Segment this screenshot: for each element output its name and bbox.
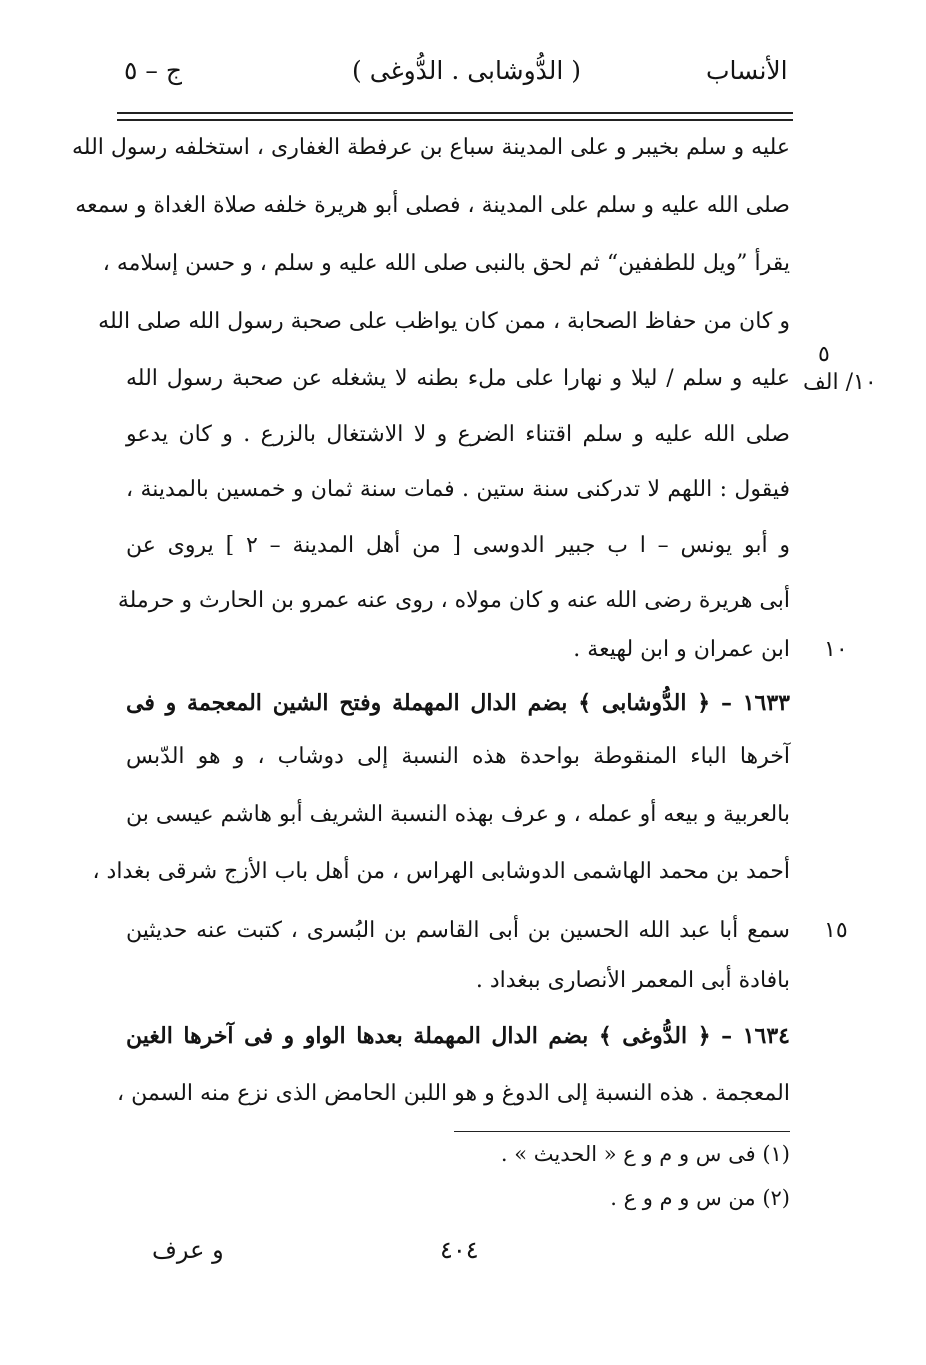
text-line: و أبو يونس – ا ب جبير الدوسى [ من أهل المدينة – ٢ ] يروى عن (126, 533, 790, 558)
margin-folio-reference: ١٠/ الف (803, 370, 877, 395)
text-line: سمع أبا عبد الله الحسين بن أبى القاسم بن البُسرى ، كتبت عنه حديثين (126, 918, 790, 943)
text-line: صلى الله عليه و سلم اقتناء الضرع و لا الاشتغال بالزرع . و كان يدعو (126, 422, 790, 447)
entry-1634-heading: ١٦٣٤ – ﴿ الدُّوغى ﴾ بضم الدال المهملة بعدها الواو و فى آخرها الغين (126, 1023, 790, 1049)
text-line: أبى هريرة رضى الله عنه و كان مولاه ، روى عنه عمرو بن الحارث و حرملة (117, 588, 790, 613)
margin-line-number-15: ١٥ (824, 918, 848, 943)
margin-line-number-10: ١٠ (824, 637, 848, 662)
footnote-rule (454, 1131, 790, 1132)
text-line: يقرأ ”ويل للطففين“ ثم لحق بالنبى صلى الله عليه و سلم ، و حسن إسلامه ، (102, 251, 790, 276)
footnote-1: (١) فى س و م و ع « الحديث » . (500, 1142, 790, 1166)
header-rule-bottom (117, 119, 793, 121)
text-line: بالعربية و بيعه أو عمله ، و عرف بهذه النسبة الشريف أبو هاشم عيسى بن (126, 802, 790, 827)
footnote-2: (٢) من س و م و ع . (610, 1186, 790, 1210)
header-rule-top (117, 112, 793, 114)
running-title: الأنساب (706, 56, 788, 85)
volume-indicator: ج – ٥ (124, 56, 182, 85)
text-line: و كان من حفاظ الصحابة ، ممن كان يواظب على صحبة رسول الله صلى الله (98, 309, 790, 334)
text-line: أحمد بن محمد الهاشمى الدوشابى الهراس ، من أهل باب الأزج شرقى بغداد ، (92, 859, 790, 884)
text-line: ابن عمران و ابن لهيعة . (573, 637, 790, 662)
margin-line-number-5: ٥ (818, 342, 830, 367)
text-line: آخرها الباء المنقوطة بواحدة هذه النسبة إلى دوشاب ، و هو الدّبس (126, 744, 790, 769)
page-number: ٤٠٤ (440, 1236, 479, 1264)
catchword: و عرف (152, 1236, 224, 1264)
text-line: عليه و سلم / ليلا و نهارا على ملء بطنه لا يشغله عن صحبة رسول الله (126, 366, 790, 391)
page-header-entries: ( الدُّوشابى . الدُّوغى ) (352, 56, 582, 85)
entry-1633-heading: ١٦٣٣ – ﴿ الدُّوشابى ﴾ بضم الدال المهملة وفتح الشين المعجمة و فى (126, 690, 790, 716)
text-line: فيقول : اللهم لا تدركنى سنة ستين . فمات سنة ثمان و خمسين بالمدينة ، (126, 477, 790, 502)
text-line: بافادة أبى المعمر الأنصارى ببغداد . (475, 968, 790, 993)
text-line: صلى الله عليه و سلم على المدينة ، فصلى أبو هريرة خلفه صلاة الغداة و سمعه (75, 193, 790, 218)
text-line: عليه و سلم بخيبر و على المدينة سباع بن عرفطة الغفارى ، استخلفه رسول الله (72, 135, 790, 160)
text-line: المعجمة . هذه النسبة إلى الدوغ و هو اللبن الحامض الذى نزع منه السمن ، (117, 1081, 790, 1106)
